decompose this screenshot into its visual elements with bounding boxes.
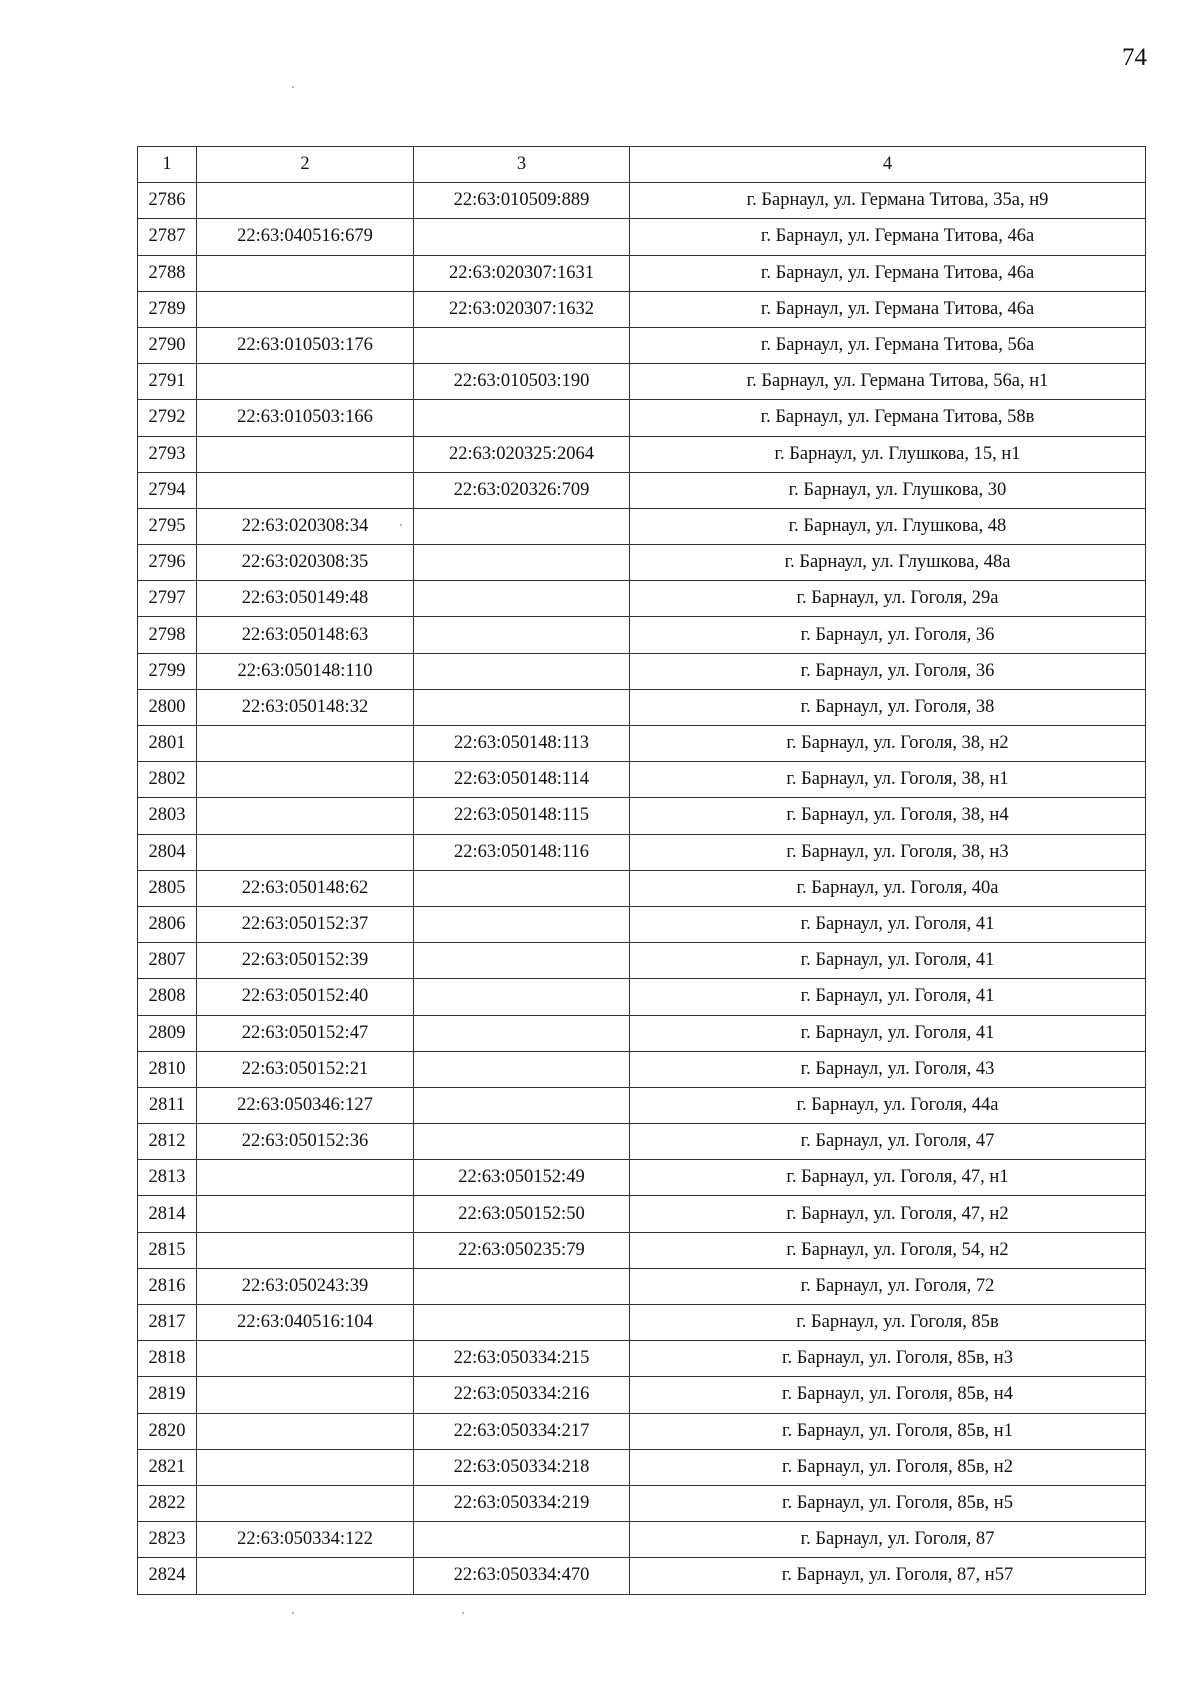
address-cell: г. Барнаул, ул. Гоголя, 41 [630, 906, 1146, 942]
address-cell: г. Барнаул, ул. Гоголя, 36 [630, 653, 1146, 689]
cadastral-number-premises-cell [414, 943, 630, 979]
row-number-cell: 2790 [138, 327, 197, 363]
cadastral-number-premises-cell [414, 689, 630, 725]
table-row [138, 653, 1146, 689]
cadastral-number-premises-cell [414, 617, 630, 653]
row-number-cell: 2794 [138, 472, 197, 508]
row-number-cell: 2810 [138, 1051, 197, 1087]
cadastral-number-cell: 22:63:050346:127 [197, 1087, 414, 1123]
address-cell: г. Барнаул, ул. Германа Титова, 46а [630, 291, 1146, 327]
table-row [138, 762, 1146, 798]
address-cell: г. Барнаул, ул. Гоголя, 41 [630, 979, 1146, 1015]
table-row [138, 1485, 1146, 1521]
cadastral-number-premises-cell: 22:63:020307:1632 [414, 291, 630, 327]
cadastral-number-premises-cell: 22:63:010503:190 [414, 364, 630, 400]
cadastral-number-cell: 22:63:050152:21 [197, 1051, 414, 1087]
cadastral-number-premises-cell: 22:63:050148:115 [414, 798, 630, 834]
cadastral-number-cell [197, 255, 414, 291]
cadastral-number-premises-cell [414, 1522, 630, 1558]
row-number-cell: 2806 [138, 906, 197, 942]
cadastral-number-premises-cell [414, 581, 630, 617]
table-row [138, 364, 1146, 400]
row-number-cell: 2789 [138, 291, 197, 327]
table-row [138, 1449, 1146, 1485]
row-number-cell: 2821 [138, 1449, 197, 1485]
table-row [138, 400, 1146, 436]
cadastral-number-cell: 22:63:050334:122 [197, 1522, 414, 1558]
row-number-cell: 2808 [138, 979, 197, 1015]
row-number-cell: 2801 [138, 726, 197, 762]
cadastral-number-cell: 22:63:050149:48 [197, 581, 414, 617]
table-row [138, 1087, 1146, 1123]
row-number-cell: 2795 [138, 508, 197, 544]
row-number-cell: 2809 [138, 1015, 197, 1051]
cadastral-number-cell [197, 1232, 414, 1268]
address-cell: г. Барнаул, ул. Глушкова, 48а [630, 545, 1146, 581]
table-row [138, 1160, 1146, 1196]
cadastral-number-cell: 22:63:050243:39 [197, 1268, 414, 1304]
row-number-cell: 2793 [138, 436, 197, 472]
cadastral-number-cell: 22:63:050152:39 [197, 943, 414, 979]
cadastral-number-premises-cell: 22:63:050334:217 [414, 1413, 630, 1449]
cadastral-number-premises-cell: 22:63:050334:219 [414, 1485, 630, 1521]
address-cell: г. Барнаул, ул. Гоголя, 38, н4 [630, 798, 1146, 834]
address-cell: г. Барнаул, ул. Глушкова, 15, н1 [630, 436, 1146, 472]
cadastral-number-cell [197, 1160, 414, 1196]
cadastral-number-cell: 22:63:050152:47 [197, 1015, 414, 1051]
address-cell: г. Барнаул, ул. Гоголя, 85в [630, 1305, 1146, 1341]
cadastral-number-premises-cell [414, 906, 630, 942]
row-number-cell: 2792 [138, 400, 197, 436]
row-number-cell: 2799 [138, 653, 197, 689]
cadastral-number-cell: 22:63:020308:34 [197, 508, 414, 544]
row-number-cell: 2787 [138, 219, 197, 255]
row-number-cell: 2796 [138, 545, 197, 581]
cadastral-number-cell: 22:63:050152:40 [197, 979, 414, 1015]
table-row [138, 979, 1146, 1015]
cadastral-number-cell [197, 726, 414, 762]
table-row [138, 327, 1146, 363]
table-row [138, 545, 1146, 581]
table-row [138, 219, 1146, 255]
address-cell: г. Барнаул, ул. Гоголя, 29а [630, 581, 1146, 617]
header-col-2: 2 [197, 147, 414, 183]
row-number-cell: 2807 [138, 943, 197, 979]
scan-speck [292, 86, 294, 88]
cadastral-number-premises-cell [414, 545, 630, 581]
row-number-cell: 2797 [138, 581, 197, 617]
cadastral-number-cell: 22:63:050148:63 [197, 617, 414, 653]
cadastral-number-cell: 22:63:050148:62 [197, 870, 414, 906]
page-number: 74 [1122, 44, 1147, 71]
table-row [138, 508, 1146, 544]
table-row [138, 183, 1146, 219]
table-row [138, 1522, 1146, 1558]
header-col-4: 4 [630, 147, 1146, 183]
address-cell: г. Барнаул, ул. Гоголя, 38, н3 [630, 834, 1146, 870]
header-col-3: 3 [414, 147, 630, 183]
table-row [138, 689, 1146, 725]
row-number-cell: 2798 [138, 617, 197, 653]
table-row [138, 1232, 1146, 1268]
cadastral-number-premises-cell: 22:63:020325:2064 [414, 436, 630, 472]
table-row [138, 1015, 1146, 1051]
table-row [138, 291, 1146, 327]
address-cell: г. Барнаул, ул. Глушкова, 30 [630, 472, 1146, 508]
address-cell: г. Барнаул, ул. Гоголя, 47 [630, 1124, 1146, 1160]
table-row [138, 1051, 1146, 1087]
address-cell: г. Барнаул, ул. Гоголя, 36 [630, 617, 1146, 653]
cadastral-number-premises-cell: 22:63:020326:709 [414, 472, 630, 508]
cadastral-number-cell [197, 1558, 414, 1594]
address-cell: г. Барнаул, ул. Глушкова, 48 [630, 508, 1146, 544]
cadastral-number-premises-cell [414, 1305, 630, 1341]
table-row [138, 1268, 1146, 1304]
row-number-cell: 2823 [138, 1522, 197, 1558]
table-row [138, 1124, 1146, 1160]
address-cell: г. Барнаул, ул. Гоголя, 85в, н5 [630, 1485, 1146, 1521]
address-cell: г. Барнаул, ул. Гоголя, 54, н2 [630, 1232, 1146, 1268]
table-header-row [138, 147, 1146, 183]
table-row [138, 472, 1146, 508]
row-number-cell: 2786 [138, 183, 197, 219]
address-cell: г. Барнаул, ул. Гоголя, 47, н1 [630, 1160, 1146, 1196]
cadastral-number-cell [197, 1413, 414, 1449]
cadastral-number-cell [197, 1377, 414, 1413]
cadastral-number-cell: 22:63:020308:35 [197, 545, 414, 581]
address-cell: г. Барнаул, ул. Германа Титова, 46а [630, 255, 1146, 291]
row-number-cell: 2817 [138, 1305, 197, 1341]
table-row [138, 798, 1146, 834]
cadastral-number-premises-cell [414, 508, 630, 544]
cadastral-number-premises-cell [414, 1087, 630, 1123]
table-row [138, 1377, 1146, 1413]
address-cell: г. Барнаул, ул. Гоголя, 85в, н4 [630, 1377, 1146, 1413]
table-row [138, 255, 1146, 291]
cadastral-number-premises-cell: 22:63:020307:1631 [414, 255, 630, 291]
address-cell: г. Барнаул, ул. Гоголя, 41 [630, 943, 1146, 979]
cadastral-number-cell [197, 364, 414, 400]
scan-speck [292, 1612, 294, 1614]
cadastral-number-cell [197, 1485, 414, 1521]
row-number-cell: 2800 [138, 689, 197, 725]
header-col-1: 1 [138, 147, 197, 183]
address-cell: г. Барнаул, ул. Германа Титова, 46а [630, 219, 1146, 255]
cadastral-number-premises-cell [414, 1268, 630, 1304]
row-number-cell: 2804 [138, 834, 197, 870]
table-row [138, 1413, 1146, 1449]
scan-speck [462, 1612, 464, 1614]
cadastral-number-premises-cell [414, 870, 630, 906]
row-number-cell: 2813 [138, 1160, 197, 1196]
cadastral-number-premises-cell: 22:63:050334:218 [414, 1449, 630, 1485]
address-cell: г. Барнаул, ул. Германа Титова, 56а, н1 [630, 364, 1146, 400]
address-cell: г. Барнаул, ул. Гоголя, 43 [630, 1051, 1146, 1087]
table-row [138, 1558, 1146, 1594]
row-number-cell: 2812 [138, 1124, 197, 1160]
cadastral-number-cell: 22:63:040516:104 [197, 1305, 414, 1341]
cadastral-number-cell [197, 834, 414, 870]
row-number-cell: 2818 [138, 1341, 197, 1377]
row-number-cell: 2824 [138, 1558, 197, 1594]
address-cell: г. Барнаул, ул. Гоголя, 38 [630, 689, 1146, 725]
cadastral-number-premises-cell: 22:63:050152:49 [414, 1160, 630, 1196]
cadastral-number-premises-cell: 22:63:050152:50 [414, 1196, 630, 1232]
cadastral-number-cell: 22:63:050152:36 [197, 1124, 414, 1160]
row-number-cell: 2802 [138, 762, 197, 798]
row-number-cell: 2819 [138, 1377, 197, 1413]
cadastral-number-premises-cell: 22:63:050235:79 [414, 1232, 630, 1268]
cadastral-number-cell [197, 472, 414, 508]
table-row [138, 943, 1146, 979]
table-row [138, 581, 1146, 617]
row-number-cell: 2820 [138, 1413, 197, 1449]
address-cell: г. Барнаул, ул. Германа Титова, 56а [630, 327, 1146, 363]
cadastral-number-cell: 22:63:050148:110 [197, 653, 414, 689]
address-cell: г. Барнаул, ул. Гоголя, 38, н2 [630, 726, 1146, 762]
row-number-cell: 2803 [138, 798, 197, 834]
cadastral-number-premises-cell [414, 979, 630, 1015]
address-cell: г. Барнаул, ул. Гоголя, 85в, н2 [630, 1449, 1146, 1485]
table-row [138, 1305, 1146, 1341]
cadastral-number-cell [197, 436, 414, 472]
registry-table [137, 146, 1146, 1595]
row-number-cell: 2791 [138, 364, 197, 400]
row-number-cell: 2805 [138, 870, 197, 906]
cadastral-number-premises-cell [414, 219, 630, 255]
table-body [138, 183, 1146, 1594]
table-row [138, 870, 1146, 906]
cadastral-number-premises-cell: 22:63:050148:114 [414, 762, 630, 798]
cadastral-number-cell: 22:63:010503:166 [197, 400, 414, 436]
cadastral-number-cell [197, 762, 414, 798]
cadastral-number-premises-cell: 22:63:050334:470 [414, 1558, 630, 1594]
cadastral-number-cell [197, 798, 414, 834]
cadastral-number-premises-cell [414, 1124, 630, 1160]
cadastral-number-premises-cell: 22:63:050334:215 [414, 1341, 630, 1377]
address-cell: г. Барнаул, ул. Гоголя, 44а [630, 1087, 1146, 1123]
address-cell: г. Барнаул, ул. Гоголя, 85в, н1 [630, 1413, 1146, 1449]
table-row [138, 617, 1146, 653]
table-row [138, 906, 1146, 942]
cadastral-number-cell: 22:63:050152:37 [197, 906, 414, 942]
cadastral-number-cell [197, 291, 414, 327]
address-cell: г. Барнаул, ул. Гоголя, 87 [630, 1522, 1146, 1558]
address-cell: г. Барнаул, ул. Гоголя, 85в, н3 [630, 1341, 1146, 1377]
row-number-cell: 2814 [138, 1196, 197, 1232]
address-cell: г. Барнаул, ул. Гоголя, 40а [630, 870, 1146, 906]
row-number-cell: 2816 [138, 1268, 197, 1304]
address-cell: г. Барнаул, ул. Германа Титова, 58в [630, 400, 1146, 436]
cadastral-number-cell: 22:63:040516:679 [197, 219, 414, 255]
table-row [138, 834, 1146, 870]
cadastral-number-cell [197, 183, 414, 219]
cadastral-number-cell: 22:63:010503:176 [197, 327, 414, 363]
row-number-cell: 2815 [138, 1232, 197, 1268]
cadastral-number-premises-cell [414, 1051, 630, 1087]
row-number-cell: 2788 [138, 255, 197, 291]
address-cell: г. Барнаул, ул. Гоголя, 41 [630, 1015, 1146, 1051]
row-number-cell: 2811 [138, 1087, 197, 1123]
cadastral-number-cell: 22:63:050148:32 [197, 689, 414, 725]
cadastral-number-premises-cell [414, 400, 630, 436]
address-cell: г. Барнаул, ул. Германа Титова, 35а, н9 [630, 183, 1146, 219]
cadastral-number-premises-cell: 22:63:050334:216 [414, 1377, 630, 1413]
cadastral-number-premises-cell [414, 1015, 630, 1051]
table-row [138, 726, 1146, 762]
cadastral-number-cell [197, 1196, 414, 1232]
address-cell: г. Барнаул, ул. Гоголя, 47, н2 [630, 1196, 1146, 1232]
cadastral-number-premises-cell: 22:63:050148:113 [414, 726, 630, 762]
cadastral-number-premises-cell [414, 653, 630, 689]
row-number-cell: 2822 [138, 1485, 197, 1521]
cadastral-number-premises-cell: 22:63:010509:889 [414, 183, 630, 219]
cadastral-number-cell [197, 1341, 414, 1377]
table-row [138, 1196, 1146, 1232]
address-cell: г. Барнаул, ул. Гоголя, 38, н1 [630, 762, 1146, 798]
table-row [138, 436, 1146, 472]
cadastral-number-premises-cell [414, 327, 630, 363]
cadastral-number-cell [197, 1449, 414, 1485]
address-cell: г. Барнаул, ул. Гоголя, 87, н57 [630, 1558, 1146, 1594]
table-row [138, 1341, 1146, 1377]
address-cell: г. Барнаул, ул. Гоголя, 72 [630, 1268, 1146, 1304]
cadastral-number-premises-cell: 22:63:050148:116 [414, 834, 630, 870]
